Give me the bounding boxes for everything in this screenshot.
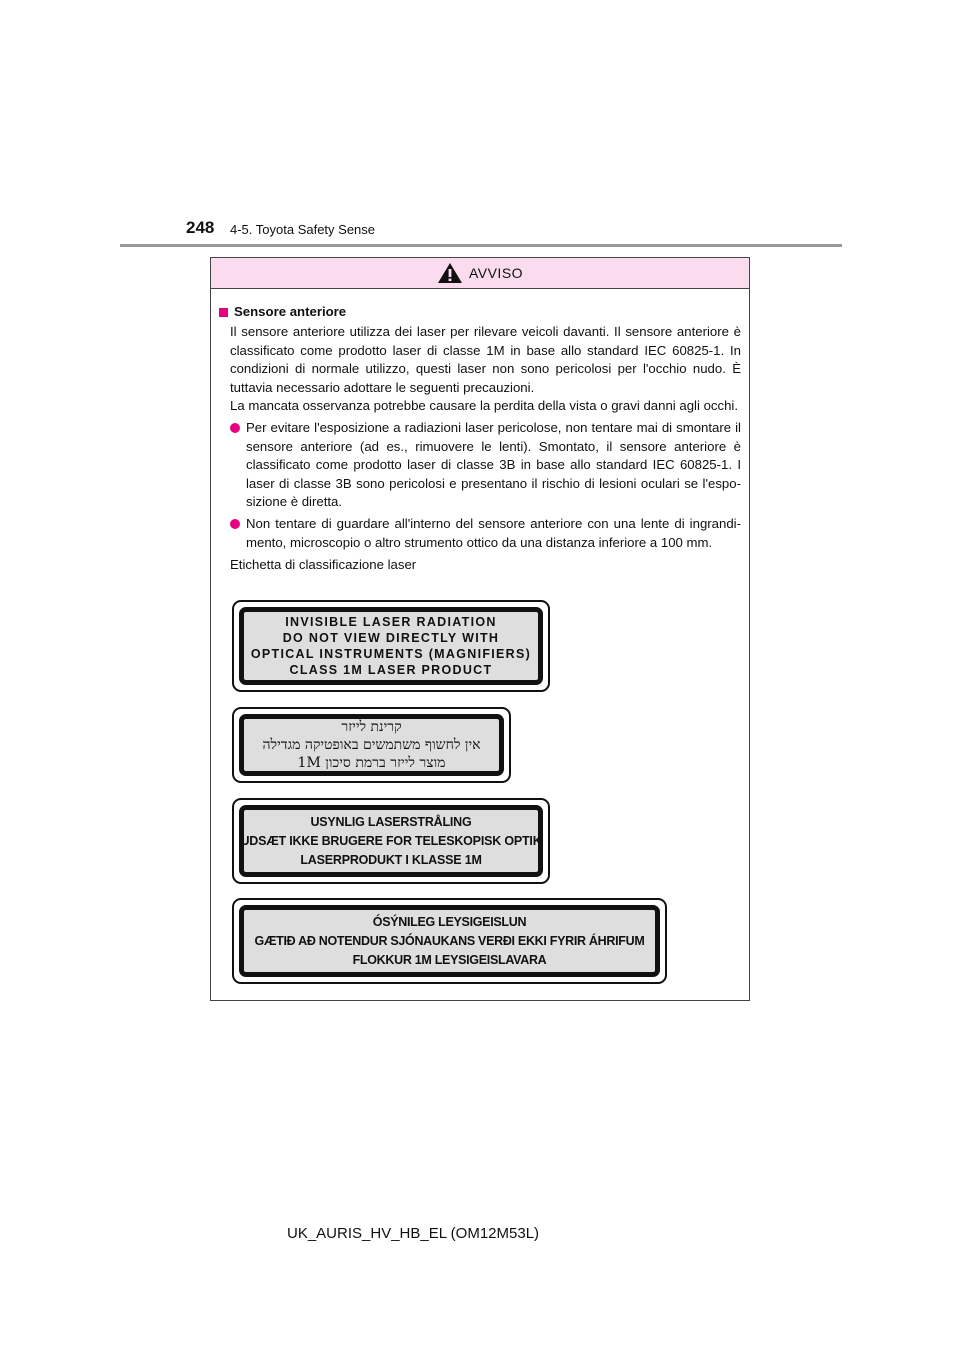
label-line: UDSÆT IKKE BRUGERE FOR TELESKOPISK OPTIK xyxy=(240,833,542,848)
label-line: DO NOT VIEW DIRECTLY WITH xyxy=(282,631,500,645)
square-bullet-icon xyxy=(219,308,228,317)
document-code: UK_AURIS_HV_HB_EL (OM12M53L) xyxy=(287,1225,540,1242)
laser-label-danish xyxy=(232,798,550,884)
laser-label-icelandic xyxy=(232,898,667,984)
label-line: GÆTIÐ AÐ NOTENDUR SJÓNAUKANS VERÐI EKKI FYRIR ÁHRIFUM xyxy=(254,933,645,948)
label-line: קרינת לייזר xyxy=(341,719,402,735)
label-line: מוצר לייזר ברמת סיכון 1M xyxy=(297,755,446,771)
bullet-text: Non tentare di guardare all'interno del sensore anteriore con una lente di ingrandi-mento, microscopio o altro strumento ottico da una distanza inferiore a 100 mm. xyxy=(246,516,741,550)
bullet-text: Per evitare l'esposizione a radiazioni laser pericolose, non tentare mai di smontare il sensore anteriore (ad es., rimuovere le lenti). Smontato, il sensore anteriore è classificato come prodotto laser di classe 3B in base allo standard IEC 60825-1. I laser di classe 3B sono pericolosi e presentano il rischio di lesioni oculari se l'espo-sizione è diretta. xyxy=(246,420,741,510)
subheading-text: Sensore anteriore xyxy=(234,304,347,319)
label-panel xyxy=(239,714,504,776)
paragraph: Il sensore anteriore utilizza dei laser per rilevare veicoli davanti. Il sensore anteriore è classificato come prodotto laser di classe 1M in base allo standard IEC 60825-1. In condizioni di normale utilizzo, questi laser non sono pericolosi per l'occhio nudo. È tuttavia necessario adottare le seguenti precauzioni. xyxy=(230,324,741,395)
subheading xyxy=(219,303,741,321)
label-panel xyxy=(239,607,543,685)
label-line: OPTICAL INSTRUMENTS (MAGNIFIERS) xyxy=(250,647,532,661)
header-divider xyxy=(120,244,842,247)
page-number: 248 xyxy=(186,218,215,237)
laser-label-hebrew xyxy=(232,707,511,783)
warning-content xyxy=(211,289,749,575)
round-bullet-icon xyxy=(230,423,240,433)
laser-label-english xyxy=(232,600,550,692)
label-line: FLOKKUR 1M LEYSIGEISLAVARA xyxy=(352,952,547,967)
label-line: אין לחשוף משתמשים באופטיקה מגדילה xyxy=(262,737,481,753)
label-line: INVISIBLE LASER RADIATION xyxy=(285,615,497,629)
warning-header xyxy=(211,258,749,289)
round-bullet-icon xyxy=(230,519,240,529)
label-line: CLASS 1M LASER PRODUCT xyxy=(289,663,493,677)
warning-title: AVVISO xyxy=(468,265,524,281)
label-panel xyxy=(239,805,543,877)
bullet-item xyxy=(230,419,741,511)
label-panel xyxy=(239,905,660,977)
label-line: USYNLIG LASERSTRÅLING xyxy=(310,814,472,829)
label-caption: Etichetta di classificazione laser xyxy=(230,557,417,573)
label-line: ÓSÝNILEG LEYSIGEISLUN xyxy=(372,914,527,929)
bullet-item xyxy=(230,515,741,552)
warning-triangle-icon xyxy=(437,262,463,284)
section-title: 4-5. Toyota Safety Sense xyxy=(230,222,376,237)
label-line: LASERPRODUKT I KLASSE 1M xyxy=(300,852,482,867)
paragraph: La mancata osservanza potrebbe causare la perdita della vista o gravi danni agli occhi. xyxy=(230,398,739,414)
